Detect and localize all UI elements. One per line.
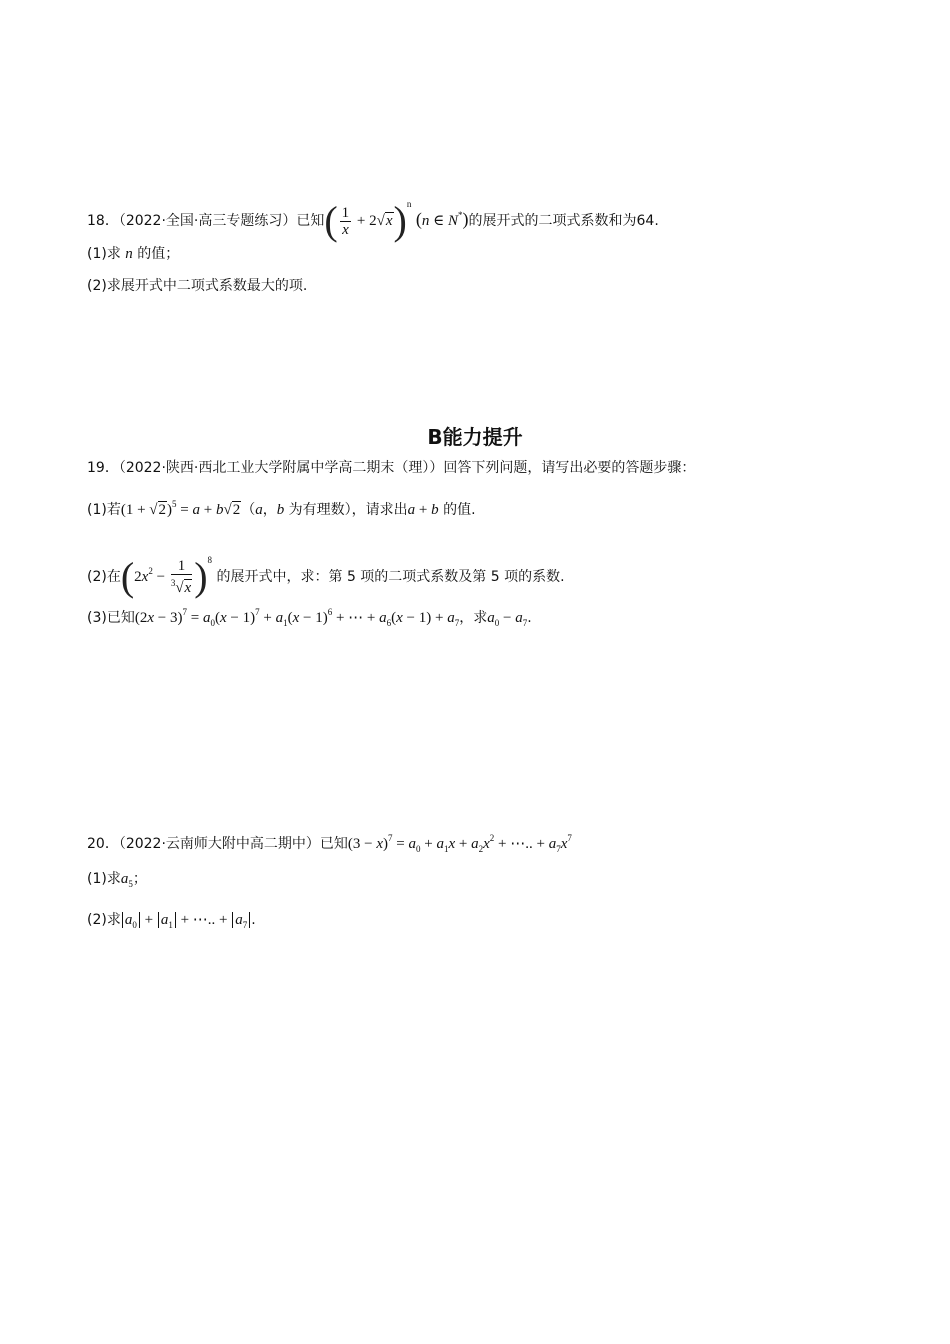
q19-part2 [87,538,565,599]
q19-intro: 19．（2022·陕西·西北工业大学附属中学高二期末（理））回答下列问题，请写出必要的答题步骤： [87,460,696,476]
section-title: B能力提升 [427,425,523,449]
q19-part3-mid: ，求 [459,610,488,626]
q18-part2: (2)求展开式中二项式系数最大的项. [87,278,308,294]
q20-part2-text: (2)求 [87,912,121,928]
q19-part2-tail: 的展开式中，求：第 5 项的二项式系数及第 5 项的系数. [212,569,565,585]
q19-part2-text: (2)在 [87,569,121,585]
q18-part1 [87,244,179,264]
q19-part1-paren: （ [241,502,256,518]
q18-part1-var: n [125,246,133,262]
q19-part2-formula: ($2x^2$ − $\frac{1}{^3√x}$ )$^8$ [120,554,213,599]
q19-part1-tail: 的值. [438,502,476,518]
q19-part1-comma: ， [262,502,277,518]
q18-part1-text: (1)求 [87,246,126,262]
q19-part1-formula: $(1 + √2)^5 = a + b√2$ [120,499,241,518]
q20-part1 [87,869,147,894]
q20-part2-formula: $a_0 + a_1$ + ⋯.. + $a_7$ [121,912,251,928]
q19-part3-text: (3)已知 [87,610,135,626]
q20-intro-text: 20．（2022·云南师大附中高二期中）已知 [87,836,348,852]
q18-formula: ( $\frac{1}{x}$ + 2√x)$^n$ (n ∈ N*) [324,198,469,243]
q19-part3-expr: $a_0 - a_7$ [487,610,528,628]
q20-part1-text: (1)求 [87,871,121,887]
q19-part3-formula: $(2x - 3)^7 = a_0(x - 1)^7 + a_1(x - 1)^6$ + ⋯ + $a_6(x - 1) + a_7$ [134,607,460,628]
q20-formula: $(3 - x)^7 = a_0 + a_1x + a_2x^2$ + ⋯.. + $a_7x^7$ [347,833,572,854]
q18-stem [87,182,659,243]
q19-part1-text: (1)若 [87,502,121,518]
q18-prefix: 18．（2022·全国·高三专题练习）已知 [87,213,325,229]
q18-suffix: 的展开式的二项式系数和为64. [468,213,659,229]
q19-apb: a [407,502,416,518]
q19-part3-tail: . [527,610,532,626]
q19-var-a: a [255,502,263,518]
q18-part1-tail: 的值； [132,246,180,262]
q19-part1-mid: 为有理数），请求出 [284,502,408,518]
q19-var-b: b [276,502,285,518]
q20-part1-tail: ； [132,871,147,887]
q20-part1-formula: $a_5$ [120,871,133,889]
q19-part1: (1)若$(1 + √2)^5 = a + b√2(a$，b 为有理数），请求出a + b 的值. [87,499,476,518]
q19-part3 [87,602,532,633]
q20-part2-tail: . [251,912,256,928]
q20-intro [87,828,572,859]
q20-part2 [87,910,256,935]
